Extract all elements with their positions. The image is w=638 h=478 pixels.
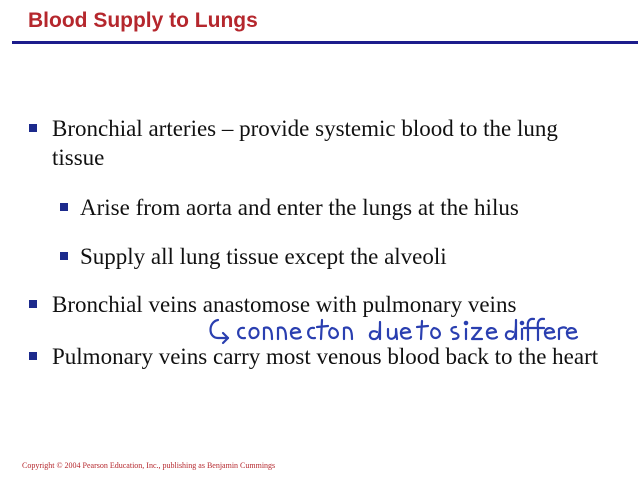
sub-bullet-text: Arise from aorta and enter the lungs at the hilus xyxy=(80,195,519,220)
sub-bullet-text: Supply all lung tissue except the alveoli xyxy=(80,244,447,269)
bullet-bronchial-arteries xyxy=(29,114,599,172)
slide-title: Blood Supply to Lungs xyxy=(28,9,258,32)
sub-bullet-supply-lung-tissue xyxy=(60,242,620,271)
bullet-marker xyxy=(29,352,37,360)
sub-bullet-marker xyxy=(60,203,68,211)
sub-bullet-marker xyxy=(60,252,68,260)
bullet-pulmonary-veins xyxy=(29,342,599,371)
title-divider xyxy=(12,41,638,44)
bullet-marker xyxy=(29,300,37,308)
copyright-footer: Copyright © 2004 Pearson Education, Inc., publishing as Benjamin Cummings xyxy=(22,461,276,470)
bullet-text: Bronchial veins anastomose with pulmonary veins xyxy=(52,292,517,317)
bullet-text: Bronchial arteries – provide systemic blood to the lung tissue xyxy=(52,116,558,170)
sub-bullet-arise-from-aorta xyxy=(60,193,620,222)
bullet-text: Pulmonary veins carry most venous blood back to the heart xyxy=(52,344,599,369)
bullet-marker xyxy=(29,124,37,132)
